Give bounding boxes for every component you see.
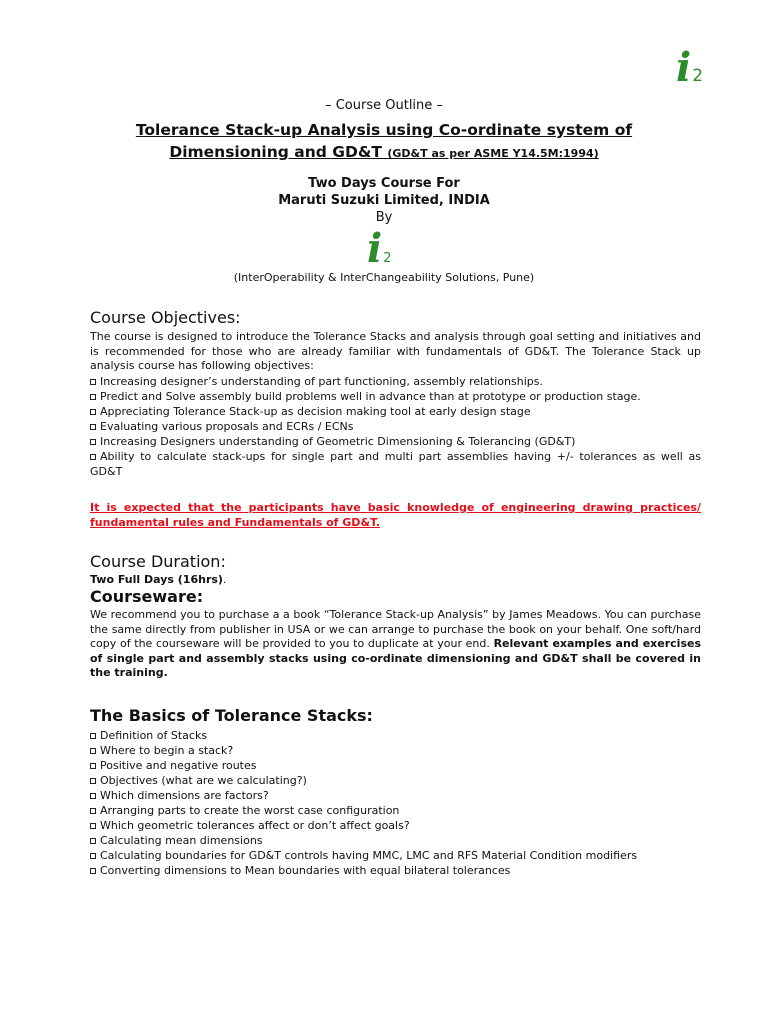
square-bullet-icon xyxy=(90,394,96,400)
square-bullet-icon xyxy=(90,733,96,739)
duration-text: Two Full Days (16hrs). xyxy=(90,573,227,586)
square-bullet-icon xyxy=(90,424,96,430)
list-item: Predict and Solve assembly build problems well in advance than at prototype or production stage. xyxy=(90,389,701,404)
square-bullet-icon xyxy=(90,853,96,859)
two-days-line: Two Days Course For xyxy=(308,176,460,191)
basics-heading: The Basics of Tolerance Stacks: xyxy=(90,706,373,725)
duration-section xyxy=(90,552,701,588)
square-bullet-icon xyxy=(90,838,96,844)
client-name: Maruti Suzuki Limited, INDIA xyxy=(278,193,490,208)
list-item: Calculating boundaries for GD&T controls having MMC, LMC and RFS Material Condition modifiers xyxy=(90,848,701,863)
logo-letter: i xyxy=(367,225,383,272)
square-bullet-icon xyxy=(90,763,96,769)
objectives-heading: Course Objectives: xyxy=(90,308,241,327)
square-bullet-icon xyxy=(90,823,96,829)
square-bullet-icon xyxy=(90,868,96,874)
course-outline-label: – Course Outline – xyxy=(325,98,443,113)
list-item: Which geometric tolerances affect or don’t affect goals? xyxy=(90,818,701,833)
list-item: Objectives (what are we calculating?) xyxy=(90,773,701,788)
basics-list xyxy=(90,728,701,878)
square-bullet-icon xyxy=(90,793,96,799)
logo-letter: i xyxy=(676,44,692,91)
logo-subscript: 2 xyxy=(383,251,392,266)
square-bullet-icon xyxy=(90,808,96,814)
course-title-main: Tolerance Stack-up Analysis using Co-ordinate system of Dimensioning and GD&T xyxy=(135,121,633,161)
list-item: Arranging parts to create the worst case configuration xyxy=(90,803,701,818)
courseware-heading: Courseware: xyxy=(90,587,204,606)
list-item: Evaluating various proposals and ECRs / ECNs xyxy=(90,419,701,434)
objectives-intro: The course is designed to introduce the Tolerance Stacks and analysis through goal setting and initiatives and is recommended for those who are already familiar with fundamentals of GD&T. The Tolerance Stack up analysis course has following objectives: xyxy=(90,330,701,373)
square-bullet-icon xyxy=(90,439,96,445)
square-bullet-icon xyxy=(90,409,96,415)
objectives-section xyxy=(90,308,701,479)
courseware-text: We recommend you to purchase a a book “Tolerance Stack-up Analysis” by James Meadows. You can purchase the same directly from publisher in USA or we can arrange to purchase the book on your behalf. One soft/hard copy of the courseware will be provided to you to duplicate at your end. Relevant examples and exercises of single part and assembly stacks using co-ordinate dimensioning and GD&T shall be covered in the training. xyxy=(90,608,701,680)
list-item: Ability to calculate stack-ups for single part and multi part assemblies having +/- tolerances as well as GD&T xyxy=(90,449,701,478)
organization-name: (InterOperability & InterChangeability Solutions, Pune) xyxy=(233,271,535,284)
list-item: Where to begin a stack? xyxy=(90,743,701,758)
square-bullet-icon xyxy=(90,454,96,460)
list-item: Definition of Stacks xyxy=(90,728,701,743)
list-item: Appreciating Tolerance Stack-up as decision making tool at early design stage xyxy=(90,404,701,419)
list-item: Which dimensions are factors? xyxy=(90,788,701,803)
square-bullet-icon xyxy=(90,748,96,754)
by-label: By xyxy=(375,210,393,225)
duration-heading: Course Duration: xyxy=(90,552,226,571)
logo-subscript: 2 xyxy=(692,66,704,86)
square-bullet-icon xyxy=(90,778,96,784)
i2-logo xyxy=(676,44,703,91)
square-bullet-icon xyxy=(90,379,96,385)
i2-logo-center xyxy=(367,225,391,272)
list-item: Positive and negative routes xyxy=(90,758,701,773)
list-item: Calculating mean dimensions xyxy=(90,833,701,848)
course-title-note: (GD&T as per ASME Y14.5M:1994) xyxy=(387,147,599,160)
list-item: Increasing designer’s understanding of part functioning, assembly relationships. xyxy=(90,374,701,389)
basics-section xyxy=(90,706,701,878)
prerequisite-warning: It is expected that the participants have basic knowledge of engineering drawing practices/ fundamental rules and Fundamentals of GD&T. xyxy=(90,501,701,529)
list-item: Converting dimensions to Mean boundaries with equal bilateral tolerances xyxy=(90,863,701,878)
list-item: Increasing Designers understanding of Geometric Dimensioning & Tolerancing (GD&T) xyxy=(90,434,701,449)
course-title xyxy=(0,119,768,165)
objectives-list xyxy=(90,374,701,479)
courseware-section xyxy=(90,587,701,681)
